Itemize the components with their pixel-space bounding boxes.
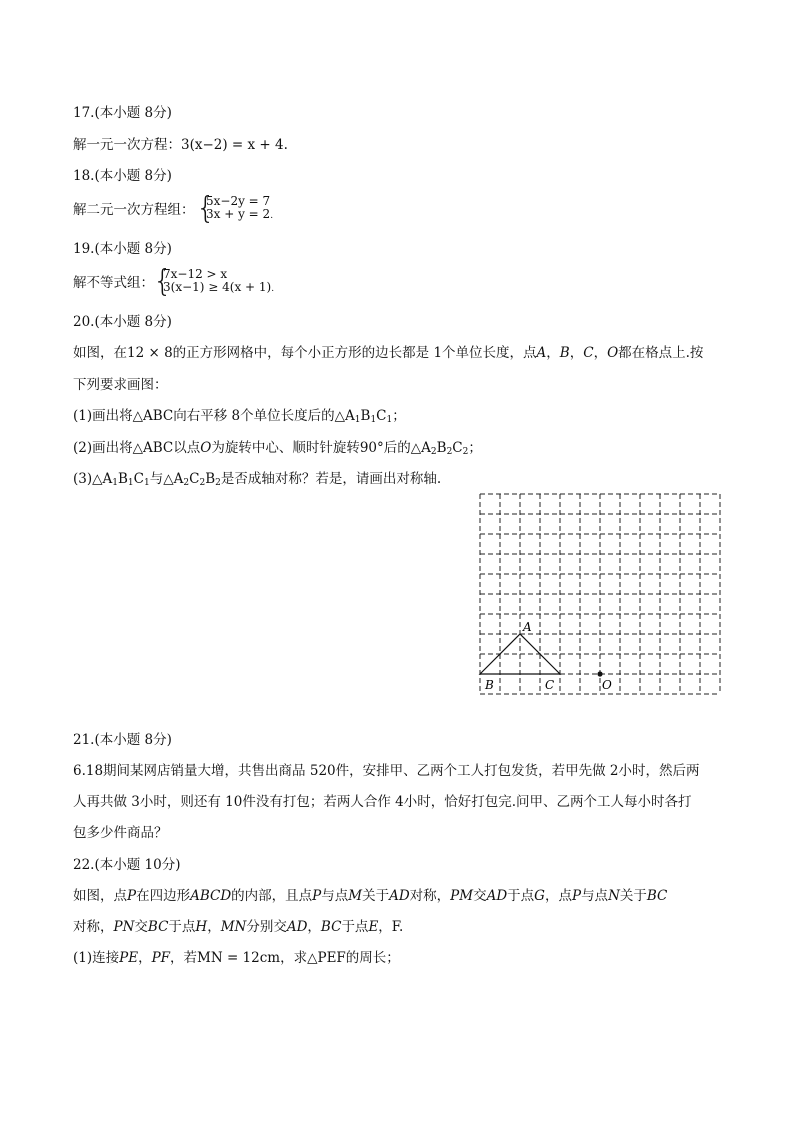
label-b: B [485, 678, 494, 692]
q22-line2: 对称，PN交BC于点H，MN分别交AD，BC于点E，F. [73, 919, 404, 935]
q20-part2: (2)画出将△ABC以点O为旋转中心、顺时针旋转90°后的$\triangle A_2B_2C_2$； [73, 440, 482, 457]
q20-part3: $(3)\triangle A_1B_1C_1$与$\triangle A_2C_2B_2$是否成轴对称？若是，请画出对称轴. [73, 471, 442, 488]
point-o [597, 671, 602, 676]
label-c: C [545, 678, 555, 692]
q20-part1: (1)画出将△ABC向右平移 8个单位长度后的$\triangle A_1B_1C_1$； [73, 408, 406, 425]
q18-eq1: 5x−2y = 7 [206, 194, 271, 208]
q21-line3: 包多少件商品？ [73, 825, 168, 841]
q21-heading: 21.(本小题 8分) [73, 732, 172, 748]
label-o: O [602, 678, 612, 692]
q17-equation: 3(x−2) = x + 4. [181, 137, 288, 153]
q20-intro: 如图，在12 × 8的正方形网格中，每个小正方形的边长都是 1个单位长度，点A，B，C，O都在格点上.按 [73, 345, 704, 361]
label-a: A [523, 620, 532, 634]
q19-prompt: 解不等式组： [73, 275, 154, 291]
q20-intro-line2: 下列要求画图： [73, 377, 168, 393]
grid-lines [480, 494, 720, 694]
q18-heading: 18.(本小题 8分) [73, 168, 172, 184]
q21-line2: 人再共做 3小时，则还有 10件没有打包；若两人合作 4小时，恰好打包完.问甲、乙两个工人每小时各打 [73, 794, 692, 810]
q20-heading: 20.(本小题 8分) [73, 314, 172, 330]
q18-eq2: 3x + y = 2. [206, 207, 274, 221]
q18-brace: { [196, 191, 216, 226]
q18-prompt: 解二元一次方程组： [73, 202, 195, 218]
q17-body [73, 136, 288, 154]
q22-line1: 如图，点P在四边形ABCD的内部，且点P与点M关于AD对称，PM交AD于点G，点P与点N关于BC [73, 888, 668, 904]
q17-prompt: 解一元一次方程： [73, 137, 181, 153]
q22-part1: (1)连接PE，PF，若MN = 12cm，求△PEF的周长； [73, 950, 400, 966]
q19-heading: 19.(本小题 8分) [73, 241, 172, 257]
q17-heading: 17.(本小题 8分) [73, 105, 172, 121]
grid-figure [475, 489, 725, 699]
q19-ineq2: 3(x−1) ≥ 4(x + 1). [163, 280, 275, 294]
q22-heading: 22.(本小题 10分) [73, 857, 181, 873]
q19-ineq1: 7x−12 > x [163, 267, 228, 281]
q19-brace: { [153, 264, 173, 299]
q21-line1: 6.18期间某网店销量大增，共售出商品 520件，安排甲、乙两个工人打包发货，若甲先做 2小时，然后两 [73, 763, 700, 779]
